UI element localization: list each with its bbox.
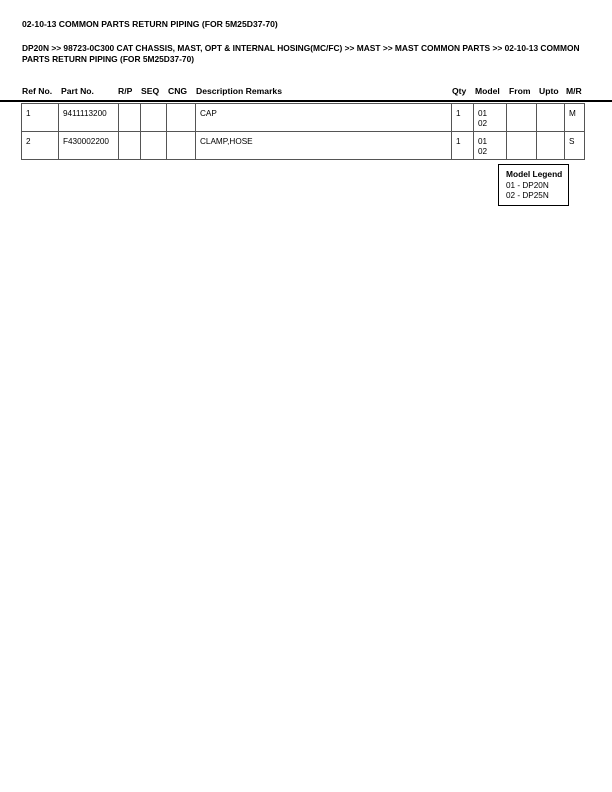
model-code: 02 xyxy=(478,147,488,156)
breadcrumb: DP20N >> 98723-0C300 CAT CHASSIS, MAST, OPT & INTERNAL HOSING(MC/FC) >> MAST >> MAST COMMON PARTS >> 02-10-13 COMMON PARTS RETURN PIPING (FOR 5M25D37-70) xyxy=(22,43,580,64)
cell-ref-no: 1 xyxy=(22,104,59,132)
cell-upto xyxy=(537,132,565,160)
cell-seq xyxy=(141,132,167,160)
parts-table xyxy=(21,103,585,160)
header-part-no: Part No. xyxy=(61,86,94,96)
header-seq: SEQ xyxy=(141,86,160,96)
header-description: Description Remarks xyxy=(196,86,282,96)
model-code: 01 xyxy=(478,137,488,146)
cell-description: CAP xyxy=(196,104,452,132)
cell-from xyxy=(507,132,537,160)
legend-title: Model Legend xyxy=(506,169,563,179)
cell-mr: M xyxy=(565,104,585,132)
header-upto: Upto xyxy=(539,86,559,96)
cell-rp xyxy=(119,132,141,160)
cell-description: CLAMP,HOSE xyxy=(196,132,452,160)
header-ref-no: Ref No. xyxy=(22,86,53,96)
cell-cng xyxy=(167,132,196,160)
model-code: 01 xyxy=(478,109,488,118)
cell-seq xyxy=(141,104,167,132)
header-divider xyxy=(0,100,612,102)
legend-entry: 01 - DP20N xyxy=(506,180,549,190)
model-legend xyxy=(498,164,569,206)
header-from: From xyxy=(509,86,531,96)
page-title: 02-10-13 COMMON PARTS RETURN PIPING (FOR 5M25D37-70) xyxy=(22,19,278,29)
cell-qty: 1 xyxy=(452,104,474,132)
cell-part-no: 9411113200 xyxy=(59,104,119,132)
cell-model xyxy=(474,104,507,132)
header-qty: Qty xyxy=(452,86,467,96)
cell-model xyxy=(474,132,507,160)
table-row xyxy=(22,104,585,132)
header-model: Model xyxy=(475,86,500,96)
model-code: 02 xyxy=(478,119,488,128)
cell-upto xyxy=(537,104,565,132)
cell-part-no: F430002200 xyxy=(59,132,119,160)
cell-ref-no: 2 xyxy=(22,132,59,160)
header-rp: R/P xyxy=(118,86,133,96)
header-mr: M/R xyxy=(566,86,582,96)
table-header xyxy=(0,86,612,100)
cell-qty: 1 xyxy=(452,132,474,160)
table-row xyxy=(22,132,585,160)
header-cng: CNG xyxy=(168,86,188,96)
cell-mr: S xyxy=(565,132,585,160)
legend-entry: 02 - DP25N xyxy=(506,191,549,200)
cell-from xyxy=(507,104,537,132)
cell-cng xyxy=(167,104,196,132)
cell-rp xyxy=(119,104,141,132)
